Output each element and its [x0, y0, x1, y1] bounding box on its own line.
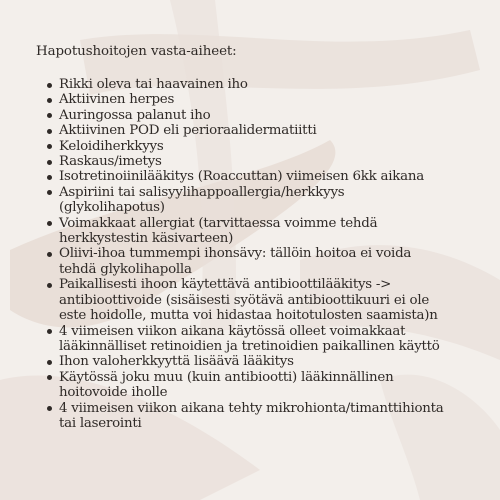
list-item: [36, 139, 476, 154]
list-item-text: 4 viimeisen viikon aikana tehty mikrohionta/timanttihionta tai laserointi: [59, 400, 444, 431]
bullet-icon: [47, 83, 52, 88]
list-item: [36, 370, 476, 401]
list-item: [36, 169, 476, 184]
list-item: [36, 77, 476, 92]
list-item-text: Ihon valoherkkyyttä lisäävä lääkitys: [59, 354, 294, 370]
contraindications-text: [36, 44, 476, 431]
bullet-icon: [47, 175, 52, 180]
list-item: [36, 277, 476, 323]
list-item: [36, 324, 476, 355]
bullet-icon: [47, 160, 52, 165]
list-item: [36, 401, 476, 432]
bullet-icon: [47, 144, 52, 149]
list-item-text: Aspiriini tai salisyylihappoallergia/herkkyys (glykolihapotus): [59, 184, 345, 216]
list-item: [36, 185, 476, 216]
bullet-icon: [47, 98, 52, 103]
list-item-text: Isotretinoiinilääkitys (Roaccuttan) viimeisen 6kk aikana: [59, 169, 424, 185]
list-item-text: Oliivi-ihoa tummempi ihonsävy: tällöin hoitoa ei voida tehdä glykolihapolla: [59, 246, 412, 277]
bullet-icon: [47, 129, 52, 134]
bullet-icon: [47, 252, 52, 257]
list-item-text: Keloidiherkkyys: [59, 138, 164, 154]
bullet-icon: [47, 190, 52, 195]
bullet-icon: [47, 360, 52, 365]
list-item: [36, 123, 476, 138]
list-item: [36, 92, 476, 107]
bullet-icon: [47, 113, 52, 118]
heading: Hapotushoitojen vasta-aiheet:: [36, 44, 237, 59]
contraindications-list: [36, 77, 476, 431]
list-item-text: Paikallisesti ihoon käytettävä antibioottilääkitys -> antibioottivoide (sisäisesti syötävä antibioottikuuri ei ole este hoidolle, mutta voi hidastaa hoitotulosten saamista)n: [59, 277, 438, 324]
bullet-icon: [47, 221, 52, 226]
list-item: [36, 354, 476, 369]
list-item-text: Aktiivinen POD eli perioraalidermatiitti: [59, 123, 317, 139]
list-item-text: Käytössä joku muu (kuin antibiootti) lääkinnällinen hoitovoide iholle: [59, 369, 394, 401]
list-item-text: Raskaus/imetys: [59, 154, 162, 170]
bullet-icon: [47, 375, 52, 380]
list-item: [36, 216, 476, 247]
list-item-text: Rikki oleva tai haavainen iho: [59, 77, 248, 92]
list-item: [36, 154, 476, 169]
list-item-text: 4 viimeisen viikon aikana käytössä olleet voimakkaat lääkinnälliset retinoidien ja tretinoidien paikallinen käyttö: [59, 323, 440, 354]
bullet-icon: [47, 283, 52, 288]
bullet-icon: [47, 406, 52, 411]
list-item-text: Voimakkaat allergiat (tarvittaessa voimme tehdä herkkystestin käsivarteen): [59, 215, 378, 247]
list-item: [36, 246, 476, 277]
list-item: [36, 108, 476, 123]
bullet-icon: [47, 329, 52, 334]
list-item-text: Auringossa palanut iho: [59, 107, 211, 123]
list-item-text: Aktiivinen herpes: [59, 92, 175, 108]
